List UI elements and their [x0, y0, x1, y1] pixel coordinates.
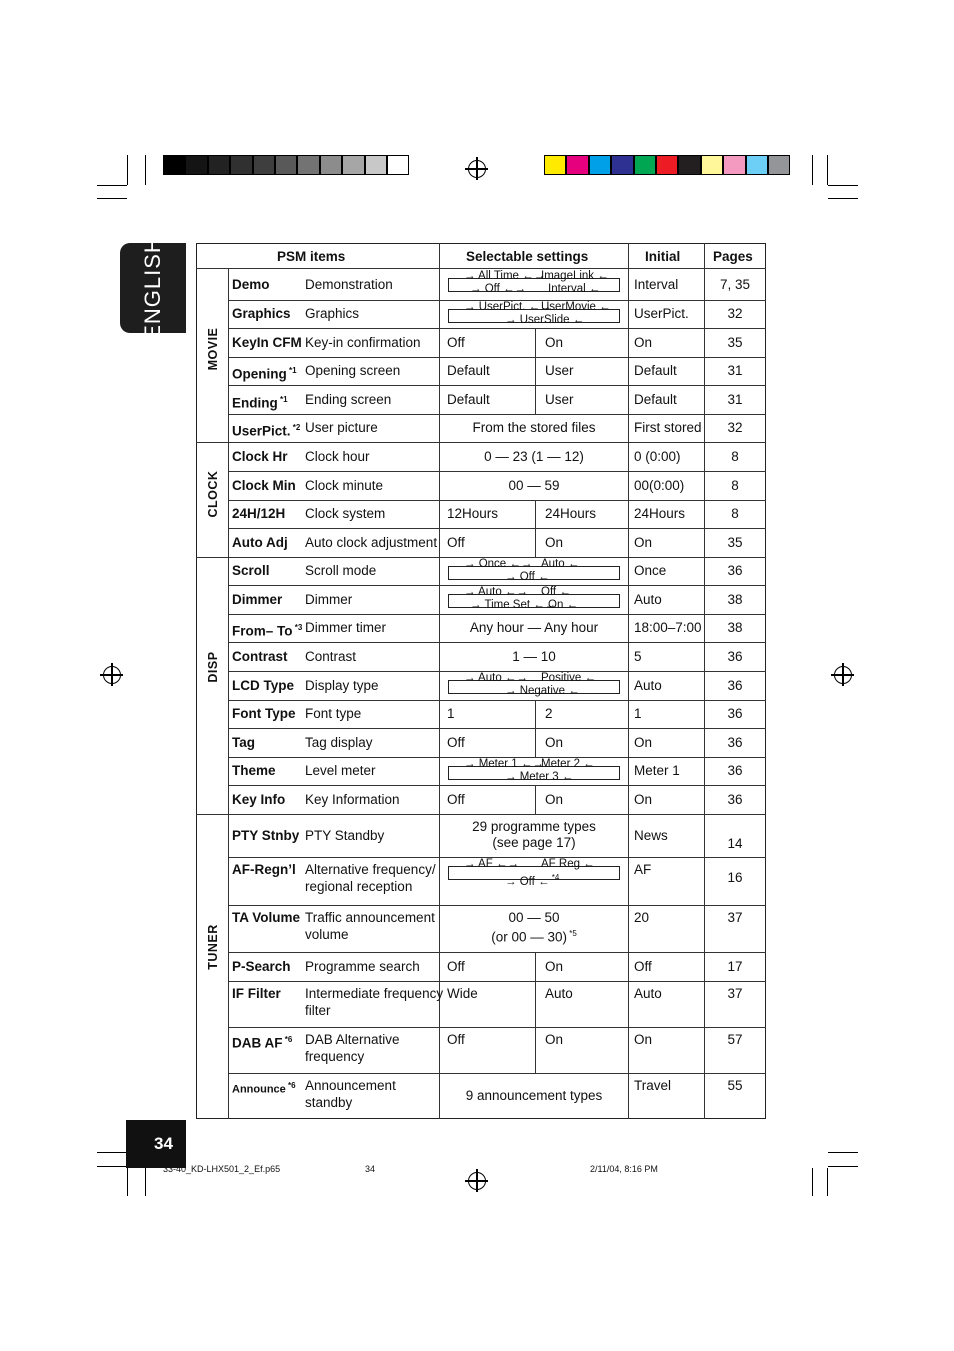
setting-option: 00 — 59: [508, 478, 560, 493]
setting-option: Off: [447, 959, 465, 974]
setting-option: → AF ←→: [464, 858, 519, 870]
initial-value: Travel: [634, 1078, 672, 1093]
table-rule: [228, 528, 766, 529]
psm-item-description: Demonstration: [305, 277, 393, 292]
language-tab: [120, 236, 186, 340]
psm-item-key: Scroll: [232, 563, 270, 578]
crop-mark: [127, 155, 128, 185]
pages-value: 36: [727, 678, 743, 693]
color-swatch: [342, 155, 364, 175]
psm-item-description: Key Information: [305, 792, 400, 807]
initial-value: Interval: [634, 277, 679, 292]
table-rule: [196, 814, 766, 815]
psm-item-key: Ending $^{*1}$: [232, 395, 288, 411]
setting-option: Meter 2 ←: [541, 758, 595, 770]
table-rule: [535, 785, 536, 814]
initial-value: On: [634, 335, 653, 350]
setting-option: 1: [447, 706, 455, 721]
setting-option: On: [545, 959, 564, 974]
setting-option: Off: [447, 1032, 465, 1047]
setting-option: On: [545, 1032, 564, 1047]
footnote-mark: *6: [285, 1081, 296, 1090]
psm-item-key: Key Info: [232, 792, 286, 807]
group-label-tuner: TUNER: [206, 924, 220, 970]
setting-option: Auto ←: [541, 558, 580, 570]
crop-mark: [828, 198, 858, 199]
psm-item-description: Font type: [305, 706, 362, 721]
registration-mark-icon: [834, 666, 852, 684]
table-rule: [228, 642, 766, 643]
pages-value: 8: [731, 449, 739, 464]
setting-option: → Meter 3 ←: [505, 771, 574, 783]
initial-value: Meter 1: [634, 763, 680, 778]
psm-item-description: Traffic announcement: [305, 910, 435, 925]
color-swatch: [230, 155, 252, 175]
pages-value: 36: [727, 735, 743, 750]
crop-mark: [127, 1168, 128, 1196]
table-rule: [535, 981, 536, 1027]
psm-item-key: Announce $^{*6}$: [232, 1081, 296, 1096]
initial-value: Auto: [634, 986, 662, 1001]
page-number-box: [126, 1120, 186, 1168]
pages-value: 38: [727, 620, 743, 635]
crop-mark: [828, 1166, 858, 1167]
psm-item-description: User picture: [305, 420, 378, 435]
psm-item-key: Demo: [232, 277, 270, 292]
color-swatch: [768, 155, 790, 175]
table-rule: [535, 357, 536, 385]
setting-option: User: [545, 363, 574, 378]
header-pages: Pages: [713, 249, 753, 264]
crop-mark: [97, 185, 127, 186]
psm-item-description: Intermediate frequency: [305, 986, 444, 1001]
setting-option: → Negative ←: [505, 685, 580, 697]
pages-value: 17: [727, 959, 743, 974]
psm-item-description-2: regional reception: [305, 879, 413, 894]
registration-mark-icon: [468, 1172, 486, 1190]
initial-value: Auto: [634, 592, 662, 607]
psm-item-description-2: filter: [305, 1003, 331, 1018]
pages-value: 55: [727, 1078, 743, 1093]
table-rule: [628, 243, 629, 1119]
footnote-mark: *4: [549, 873, 560, 882]
table-rule: [196, 442, 766, 443]
setting-option: 12Hours: [447, 506, 499, 521]
setting-option: AF Reg ←: [541, 858, 595, 870]
group-label-clock: CLOCK: [206, 470, 220, 518]
table-rule: [228, 952, 766, 953]
table-rule: [535, 700, 536, 728]
initial-value: Default: [634, 392, 677, 407]
setting-option: Interval ←: [548, 283, 601, 295]
initial-value: 24Hours: [634, 506, 686, 521]
setting-option: (or 00 — 30) $^{*5}$: [491, 929, 577, 945]
registration-mark-icon: [103, 666, 121, 684]
table-rule: [228, 728, 766, 729]
setting-option: 0 — 23 (1 — 12): [484, 449, 584, 464]
psm-item-key: Clock Min: [232, 478, 296, 493]
pages-value: 57: [727, 1032, 743, 1047]
color-swatch: [253, 155, 275, 175]
footer-file: 33-40_KD-LHX501_2_Ef.p65: [163, 1164, 281, 1174]
psm-item-description: Tag display: [305, 735, 373, 750]
footer-date: 2/11/04, 8:16 PM: [590, 1164, 658, 1174]
psm-item-key: Dimmer: [232, 592, 283, 607]
crop-mark: [97, 198, 127, 199]
psm-item-description: Key-in confirmation: [305, 335, 421, 350]
pages-value: 36: [727, 706, 743, 721]
psm-item-description: PTY Standby: [305, 828, 385, 843]
pages-value: 8: [731, 478, 739, 493]
psm-item-description: Clock minute: [305, 478, 384, 493]
pages-value: 16: [727, 870, 743, 885]
psm-item-key: LCD Type: [232, 678, 295, 693]
pages-value: 8: [731, 506, 739, 521]
psm-item-description-2: frequency: [305, 1049, 365, 1064]
psm-item-key: DAB AF $^{*6}$: [232, 1035, 293, 1051]
language-tab-label: ENGLISH: [140, 236, 165, 340]
initial-value: UserPict.: [634, 306, 689, 321]
setting-option: UserMovie ←: [541, 301, 611, 313]
setting-option: Off: [447, 335, 465, 350]
header-initial: Initial: [645, 249, 681, 264]
table-rule: [535, 385, 536, 414]
table-rule: [228, 328, 766, 329]
psm-item-description-2: standby: [305, 1095, 353, 1110]
table-rule: [228, 414, 766, 415]
pages-value: 37: [727, 986, 743, 1001]
initial-value: Off: [634, 959, 652, 974]
pages-value: 32: [727, 420, 743, 435]
setting-option: Off: [447, 792, 465, 807]
psm-item-description: Display type: [305, 678, 379, 693]
initial-value: News: [634, 828, 668, 843]
crop-mark: [828, 1152, 858, 1153]
psm-item-key: TA Volume: [232, 910, 301, 925]
setting-option: Off ←: [541, 586, 571, 598]
group-label-disp: DISP: [206, 651, 220, 683]
table-rule: [535, 952, 536, 981]
setting-option: Any hour — Any hour: [469, 620, 599, 635]
setting-option: Auto: [545, 986, 573, 1001]
pages-value: 35: [727, 535, 743, 550]
color-swatch: [275, 155, 297, 175]
setting-option: On: [545, 535, 564, 550]
table-rule: [228, 357, 766, 358]
pages-value: 36: [727, 649, 743, 664]
setting-option: → Auto ←→: [464, 586, 528, 598]
setting-option: Wide: [447, 986, 478, 1001]
header-selectable-settings: Selectable settings: [466, 249, 589, 264]
color-swatch: [544, 155, 566, 175]
setting-option: On ←: [548, 599, 579, 611]
initial-value: 20: [634, 910, 650, 925]
pages-value: 36: [727, 792, 743, 807]
setting-option: 29 programme types: [472, 819, 596, 834]
initial-value: 00(0:00): [634, 478, 685, 493]
psm-item-description: Dimmer: [305, 592, 353, 607]
color-swatch: [297, 155, 319, 175]
setting-option: 24Hours: [545, 506, 597, 521]
crop-mark: [828, 185, 858, 186]
pages-value: 38: [727, 592, 743, 607]
table-rule: [228, 1073, 766, 1074]
initial-value: On: [634, 1032, 653, 1047]
setting-option: → Off ←: [505, 571, 550, 583]
pages-value: 35: [727, 335, 743, 350]
initial-value: 0 (0:00): [634, 449, 681, 464]
footnote-mark: *1: [277, 395, 288, 404]
psm-item-description: DAB Alternative: [305, 1032, 400, 1047]
pages-value: 37: [727, 910, 743, 925]
table-rule: [535, 328, 536, 357]
pages-value: 31: [727, 363, 743, 378]
pages-value: 7, 35: [719, 277, 751, 292]
table-rule: [228, 981, 766, 982]
setting-option: Off: [447, 535, 465, 550]
psm-item-description: Graphics: [305, 306, 360, 321]
initial-value: First stored: [634, 420, 702, 435]
initial-value: AF: [634, 862, 652, 877]
table-rule: [228, 268, 229, 1119]
setting-option: → UserSlide ←: [505, 314, 585, 326]
color-swatch: [678, 155, 700, 175]
psm-item-description-2: volume: [305, 927, 349, 942]
psm-item-description: Alternative frequency/: [305, 862, 436, 877]
footer-page: 34: [365, 1164, 376, 1174]
psm-item-key: Graphics: [232, 306, 291, 321]
psm-item-key: Font Type: [232, 706, 296, 721]
registration-mark-icon: [468, 160, 486, 178]
color-swatch: [611, 155, 633, 175]
psm-item-key: Contrast: [232, 649, 288, 664]
footnote-mark: *5: [566, 929, 577, 938]
setting-option: Default: [447, 363, 490, 378]
psm-item-key: KeyIn CFM: [232, 335, 302, 350]
psm-item-description: Programme search: [305, 959, 420, 974]
psm-item-description: Scroll mode: [305, 563, 377, 578]
initial-value: On: [634, 792, 653, 807]
psm-item-description: Ending screen: [305, 392, 392, 407]
color-swatch: [634, 155, 656, 175]
table-rule: [228, 614, 766, 615]
psm-item-key: PTY Stnby: [232, 828, 300, 843]
setting-option: 9 announcement types: [465, 1088, 603, 1103]
setting-option: 2: [545, 706, 553, 721]
color-swatch: [701, 155, 723, 175]
color-swatch: [185, 155, 207, 175]
psm-item-key: From– To $^{*3}$: [232, 623, 303, 639]
initial-value: On: [634, 535, 653, 550]
psm-item-key: Theme: [232, 763, 276, 778]
crop-mark: [827, 155, 828, 185]
table-rule: [535, 1027, 536, 1073]
table-rule: [228, 700, 766, 701]
color-swatch: [589, 155, 611, 175]
psm-item-key: 24H/12H: [232, 506, 286, 521]
crop-mark: [145, 1168, 146, 1196]
setting-option: (see page 17): [492, 835, 576, 850]
psm-item-key: IF Filter: [232, 986, 281, 1001]
crop-mark: [145, 155, 146, 185]
setting-option: → Off ←→: [470, 283, 527, 295]
color-swatch: [163, 155, 185, 175]
color-swatch: [723, 155, 745, 175]
setting-option: ImageLink ←: [541, 270, 609, 282]
table-rule: [535, 528, 536, 557]
group-label-movie: MOVIE: [206, 327, 220, 371]
table-rule: [228, 500, 766, 501]
setting-option: On: [545, 335, 564, 350]
setting-option: → All Time ←→: [464, 270, 546, 282]
table-rule: [228, 905, 766, 906]
color-swatch: [365, 155, 387, 175]
psm-item-description: Clock hour: [305, 449, 370, 464]
setting-option: 00 — 50: [508, 910, 560, 925]
setting-option: → Auto ←→: [464, 672, 528, 684]
psm-item-description: Dimmer timer: [305, 620, 386, 635]
setting-option: Default: [447, 392, 490, 407]
footnote-mark: *6: [282, 1035, 293, 1044]
setting-option: 1 — 10: [512, 649, 556, 664]
page-number: 34: [154, 1134, 173, 1153]
psm-item-key: Auto Adj: [232, 535, 288, 550]
header-psm-items: PSM items: [277, 249, 346, 264]
initial-value: 18:00–7:00: [634, 620, 702, 635]
setting-option: → Once ←→: [464, 558, 533, 570]
setting-option: On: [545, 792, 564, 807]
table-rule: [535, 500, 536, 528]
pages-value: 32: [727, 306, 743, 321]
setting-option: → Off ← $^{*4}$: [505, 873, 560, 888]
psm-item-key: AF-Regn’l: [232, 862, 296, 877]
psm-item-description: Opening screen: [305, 363, 401, 378]
setting-option: User: [545, 392, 574, 407]
pages-value: 14: [727, 836, 743, 851]
pages-value: 31: [727, 392, 743, 407]
table-rule: [228, 385, 766, 386]
psm-item-key: Opening $^{*1}$: [232, 366, 297, 382]
psm-item-key: UserPict. $^{*2}$: [232, 423, 301, 439]
pages-value: 36: [727, 563, 743, 578]
color-swatch: [566, 155, 588, 175]
setting-option: Off: [447, 735, 465, 750]
table-rule: [196, 268, 766, 269]
footnote-mark: *1: [286, 366, 297, 375]
initial-value: Once: [634, 563, 667, 578]
color-swatch: [387, 155, 409, 175]
color-swatch: [746, 155, 768, 175]
initial-value: Default: [634, 363, 677, 378]
table-rule: [228, 1027, 766, 1028]
color-swatch: [208, 155, 230, 175]
table-rule: [228, 471, 766, 472]
psm-item-key: Clock Hr: [232, 449, 288, 464]
setting-option: Positive ←: [541, 672, 596, 684]
setting-option: → Time Set ←→: [470, 599, 557, 611]
color-swatch: [320, 155, 342, 175]
table-rule: [228, 785, 766, 786]
crop-mark: [812, 1168, 813, 1196]
psm-item-key: P-Search: [232, 959, 291, 974]
table-rule: [535, 728, 536, 757]
pages-value: 36: [727, 763, 743, 778]
crop-mark: [97, 1152, 127, 1153]
footnote-mark: *3: [292, 623, 303, 632]
color-swatch: [656, 155, 678, 175]
footnote-mark: *2: [290, 423, 301, 432]
psm-item-description: Clock system: [305, 506, 386, 521]
psm-item-description: Auto clock adjustment: [305, 535, 438, 550]
initial-value: Auto: [634, 678, 662, 693]
setting-option: From the stored files: [472, 420, 596, 435]
setting-option: → Meter 1 ←→: [464, 758, 544, 770]
crop-mark: [812, 155, 813, 185]
psm-item-description: Contrast: [305, 649, 357, 664]
initial-value: On: [634, 735, 653, 750]
psm-item-description: Level meter: [305, 763, 376, 778]
setting-option: → UserPict. ←→: [464, 301, 552, 313]
psm-item-description: Announcement: [305, 1078, 396, 1093]
initial-value: 1: [634, 706, 642, 721]
initial-value: 5: [634, 649, 642, 664]
setting-option: On: [545, 735, 564, 750]
psm-item-key: Tag: [232, 735, 255, 750]
crop-mark: [97, 1166, 127, 1167]
crop-mark: [827, 1168, 828, 1196]
